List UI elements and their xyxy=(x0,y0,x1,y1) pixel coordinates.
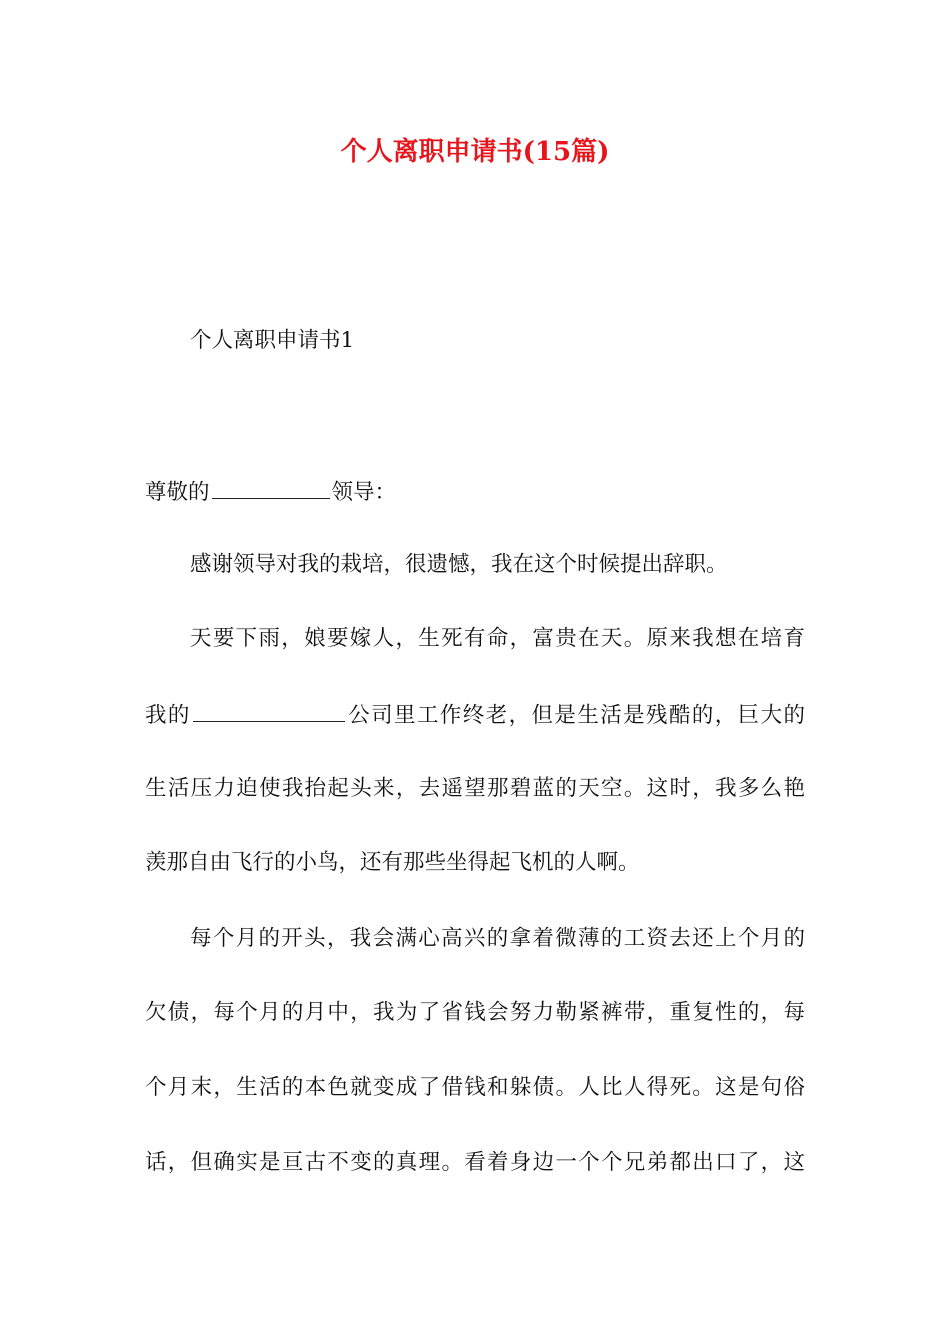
company-blank xyxy=(193,697,345,722)
paragraph-2-line-4: 羡那自由飞行的小鸟，还有那些坐得起飞机的人啊。 xyxy=(145,850,640,875)
greeting-line xyxy=(145,474,805,510)
document-title: 个人离职申请书(15篇) xyxy=(340,137,610,167)
paragraph-2-line-1: 天要下雨，娘要嫁人，生死有命，富贵在天。原来我想在培育 xyxy=(190,626,805,651)
paragraph-2-line-3: 生活压力迫使我抬起头来，去遥望那碧蓝的天空。这时，我多么艳 xyxy=(145,776,805,801)
section-heading: 个人离职申请书1 xyxy=(190,328,355,353)
greeting-prefix: 尊敬的 xyxy=(145,480,210,505)
greeting-suffix: 领导： xyxy=(331,480,397,505)
paragraph-3-line-4: 话，但确实是亘古不变的真理。看着身边一个个兄弟都出口了，这 xyxy=(145,1150,805,1175)
paragraph-3-line-3: 个月末，生活的本色就变成了借钱和躲债。人比人得死。这是句俗 xyxy=(145,1075,805,1100)
recipient-blank xyxy=(212,474,330,499)
paragraph-2-line-2-prefix: 我的 xyxy=(145,703,191,728)
paragraph-3-line-1: 每个月的开头，我会满心高兴的拿着微薄的工资去还上个月的 xyxy=(190,926,805,951)
paragraph-3-line-2: 欠债，每个月的月中，我为了省钱会努力勒紧裤带，重复性的，每 xyxy=(145,1000,805,1025)
paragraph-2-line-2 xyxy=(145,697,805,733)
paragraph-2-line-2-suffix: 公司里工作终老，但是生活是残酷的，巨大的 xyxy=(346,703,805,728)
paragraph-1-line-1: 感谢领导对我的栽培，很遗憾，我在这个时候提出辞职。 xyxy=(190,552,728,577)
